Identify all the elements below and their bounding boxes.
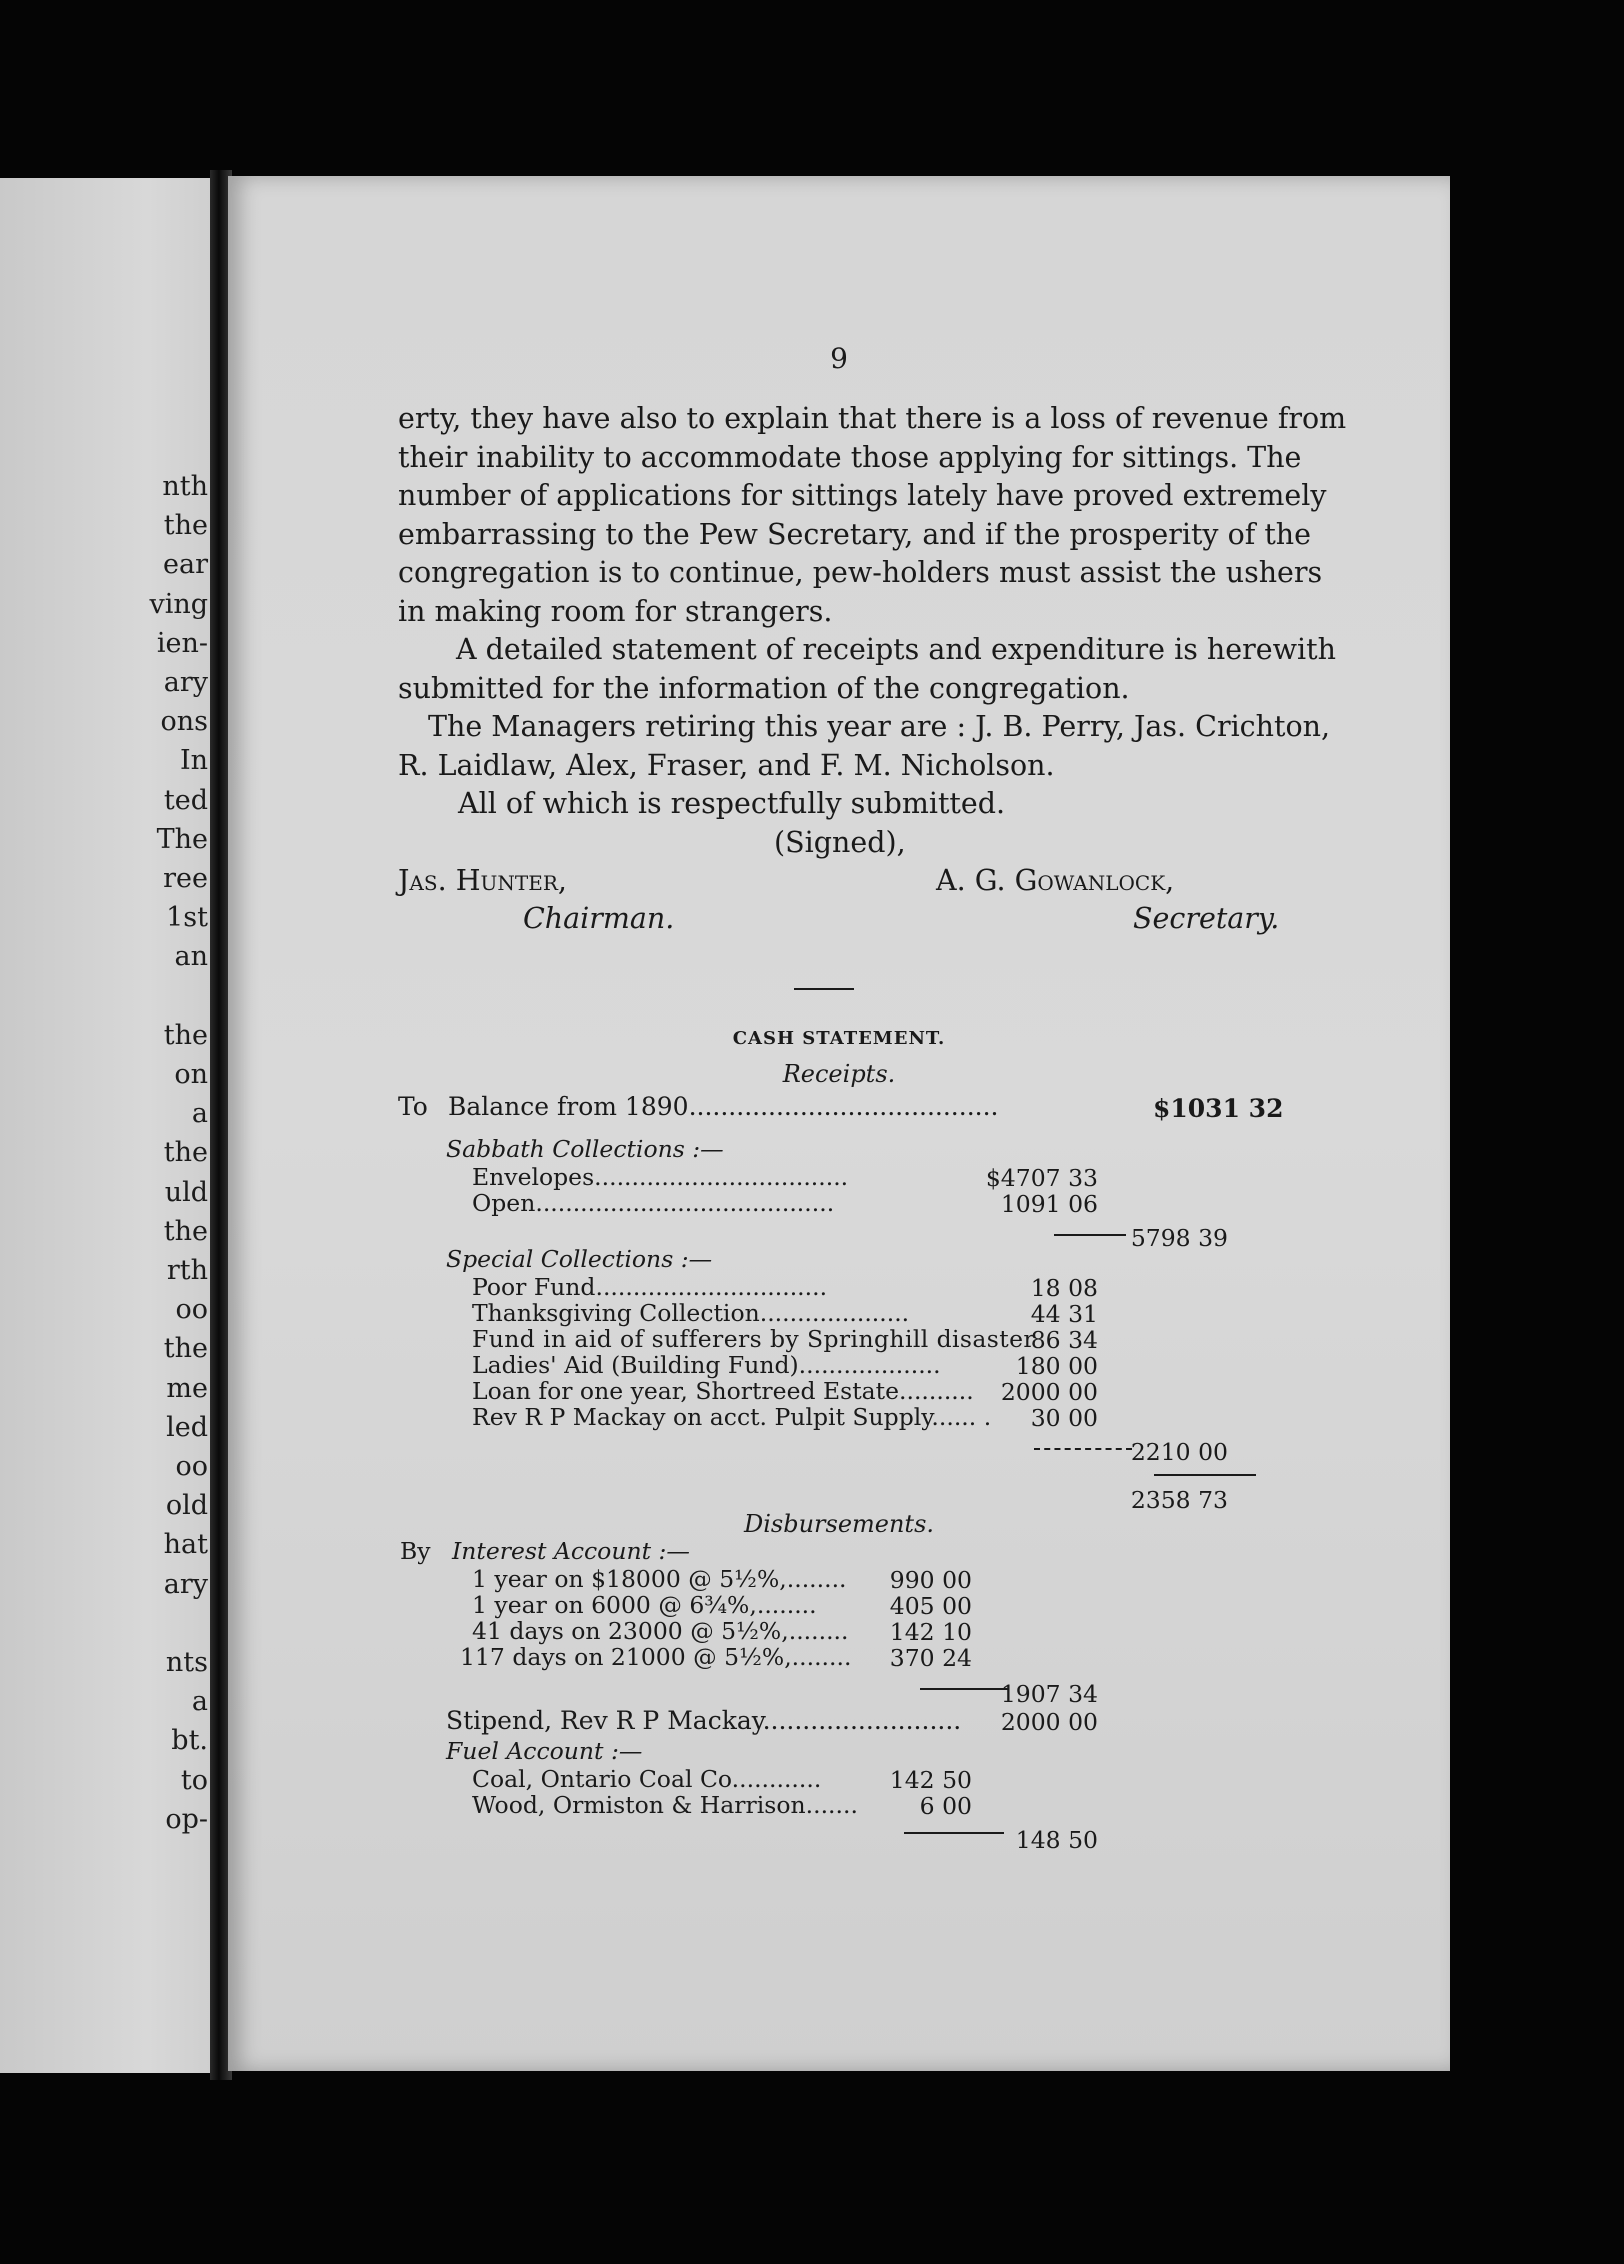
body-line: The Managers retiring this year are : J. B. Perry, Jas. Crichton, <box>428 710 1331 743</box>
total-rule <box>1154 1474 1256 1476</box>
to-label: To <box>398 1092 428 1121</box>
leader-dots: ...... . <box>931 1403 992 1431</box>
balance-text: Balance from 1890 <box>448 1092 689 1121</box>
row-amount: 142 50 <box>889 1766 972 1794</box>
ledger-row <box>472 1404 991 1430</box>
ledger-row <box>472 1190 834 1216</box>
ledger-row <box>472 1300 909 1326</box>
row-amount: 370 24 <box>889 1644 972 1672</box>
left-page-text-fragment: 1st <box>166 902 208 934</box>
special-total: 2210 00 <box>1130 1438 1228 1466</box>
subtotal-rule <box>920 1688 1008 1690</box>
adjacent-page-fragment <box>0 178 210 2073</box>
left-page-text-fragment: bt. <box>171 1725 208 1757</box>
left-page-text-fragment: the <box>163 510 208 542</box>
body-line: erty, they have also to explain that there is a loss of revenue from <box>398 402 1347 435</box>
subtotal-rule <box>1054 1234 1126 1236</box>
balance-total: $1031 32 <box>1153 1094 1284 1123</box>
interest-account-heading: Interest Account :— <box>452 1537 690 1565</box>
left-page-text-fragment: ving <box>149 588 208 620</box>
leader-dots: ........ <box>788 1617 849 1645</box>
ledger-row <box>472 1164 848 1190</box>
ledger-row <box>472 1378 974 1404</box>
leader-dots: ................... <box>798 1351 941 1379</box>
ledger-row <box>472 1618 848 1644</box>
ledger-row <box>472 1792 858 1818</box>
body-line: A detailed statement of receipts and expenditure is herewith <box>456 633 1336 666</box>
row-label: Coal, Ontario Coal Co <box>472 1765 732 1793</box>
paragraph-2 <box>398 631 1336 708</box>
chairman-title: Chairman. <box>523 902 675 935</box>
leader-dots: .................... <box>759 1299 910 1327</box>
left-page-text-fragment: The <box>156 823 208 855</box>
by-label: By <box>400 1537 431 1565</box>
ledger-row <box>472 1592 817 1618</box>
body-line: in making room for strangers. <box>398 594 833 628</box>
left-page-text-fragment: oo <box>175 1451 208 1482</box>
body-line: embarrassing to the Pew Secretary, and if the prosperity of the <box>398 517 1312 551</box>
row-amount: 2000 00 <box>1000 1378 1098 1406</box>
fuel-account-heading: Fuel Account :— <box>446 1737 643 1765</box>
row-amount: $4707 33 <box>985 1164 1098 1192</box>
left-page-text-fragment: an <box>174 941 208 973</box>
row-label: Thanksgiving Collection <box>472 1299 760 1327</box>
document-page <box>228 176 1450 2071</box>
row-label: Wood, Ormiston & Harrison <box>472 1791 806 1819</box>
leader-dots: ....... <box>805 1791 858 1819</box>
disbursements-heading: Disbursements. <box>743 1510 935 1538</box>
leader-dots: ........................................ <box>535 1189 835 1217</box>
left-page-text-fragment: the <box>163 1137 208 1169</box>
row-amount: 30 00 <box>1030 1404 1098 1432</box>
left-page-text-fragment: ary <box>163 667 208 698</box>
subtotal-rule <box>904 1832 1004 1834</box>
left-page-text-fragment: old <box>165 1490 208 1522</box>
left-page-text-fragment: led <box>166 1411 208 1443</box>
left-page-text-fragment: In <box>179 745 208 777</box>
left-page-text-fragment: nts <box>165 1647 208 1678</box>
row-amount: 405 00 <box>889 1592 972 1620</box>
sabbath-total: 5798 39 <box>1130 1224 1228 1252</box>
chairman-name: Jas. Hunter, <box>398 864 567 897</box>
leader-dots: ......................... <box>762 1706 962 1735</box>
body-line: congregation is to continue, pew-holders must assist the ushers <box>398 556 1323 589</box>
body-line: their inability to accommodate those applying for sittings. The <box>398 440 1302 474</box>
left-page-text-fragment: ear <box>163 549 208 581</box>
left-page-text-fragment: on <box>174 1059 208 1090</box>
body-line: All of which is respectfully submitted. <box>458 787 1006 820</box>
row-amount: 44 31 <box>1030 1300 1098 1328</box>
row-label: Loan for one year, Shortreed Estate <box>472 1377 900 1405</box>
leader-dots: .................................. <box>594 1163 849 1191</box>
left-page-text-fragment: ons <box>160 706 208 738</box>
leader-dots: ............ <box>731 1765 822 1793</box>
row-label: Stipend, Rev R P Mackay <box>446 1706 763 1735</box>
left-page-text-fragment: ted <box>163 784 208 816</box>
closing-line <box>458 785 1258 824</box>
row-label: Poor Fund <box>472 1273 596 1301</box>
row-label: 1 year on 6000 @ 6¾%, <box>472 1591 757 1619</box>
ledger-row <box>472 1566 847 1592</box>
receipts-heading: Receipts. <box>782 1060 896 1088</box>
row-label: 41 days on 23000 @ 5½%, <box>472 1617 789 1645</box>
section-divider <box>794 988 854 990</box>
ledger-row <box>446 1708 961 1734</box>
left-page-text-fragment: hat <box>163 1529 208 1561</box>
cash-statement-title: CASH STATEMENT. <box>732 1028 946 1049</box>
ledger-row <box>472 1352 941 1378</box>
row-amount: 142 10 <box>889 1618 972 1646</box>
left-page-text-fragment: the <box>163 1019 208 1051</box>
body-line: number of applications for sittings lately have proved extremely <box>398 479 1327 512</box>
row-label: Ladies' Aid (Building Fund) <box>472 1351 799 1379</box>
body-line: R. Laidlaw, Alex, Fraser, and F. M. Nicholson. <box>398 748 1055 782</box>
left-page-text-fragment: to <box>180 1764 208 1796</box>
balance-label <box>448 1094 999 1120</box>
receipts-total: 2358 73 <box>1130 1486 1228 1514</box>
row-label: Rev R P Mackay on acct. Pulpit Supply <box>472 1403 932 1431</box>
left-page-text-fragment: me <box>166 1372 208 1404</box>
paragraph-3 <box>398 708 1331 785</box>
row-amount: 18 08 <box>1030 1274 1098 1302</box>
left-page-text-fragment: ien- <box>156 627 208 659</box>
left-page-text-fragment: a <box>191 1098 208 1130</box>
stipend-amount: 2000 00 <box>1000 1708 1098 1736</box>
sabbath-collections-heading: Sabbath Collections :— <box>446 1135 724 1163</box>
leader-dots: ........ <box>786 1565 847 1593</box>
ledger-row <box>472 1274 827 1300</box>
row-amount: 990 00 <box>889 1566 972 1594</box>
leader-dots: ........ <box>756 1591 817 1619</box>
left-page-text-fragment: nth <box>162 471 208 502</box>
secretary-title: Secretary. <box>1133 902 1280 935</box>
page-number: 9 <box>830 342 848 375</box>
row-label: Envelopes <box>472 1163 595 1191</box>
left-page-text-fragment: the <box>163 1333 208 1365</box>
leader-dots: ........ <box>791 1643 852 1671</box>
signed-line: (Signed), <box>774 826 906 859</box>
special-collections-heading: Special Collections :— <box>446 1245 713 1273</box>
left-page-text-fragment: rth <box>166 1255 208 1286</box>
leader-dots: .......... <box>899 1377 974 1405</box>
secretary-name: A. G. Gowanlock, <box>936 864 1175 897</box>
left-page-text-fragment: ree <box>163 863 208 894</box>
leader-dots: ............................... <box>595 1273 828 1301</box>
left-page-text-fragment: oo <box>175 1294 208 1326</box>
row-amount: 6 00 <box>919 1792 972 1820</box>
row-label: 117 days on 21000 @ 5½%, <box>460 1643 792 1671</box>
row-label: 1 year on $18000 @ 5½%, <box>472 1565 787 1593</box>
row-amount: 86 34 <box>1030 1326 1098 1354</box>
row-amount: 1091 06 <box>1000 1190 1098 1218</box>
left-page-text-fragment: uld <box>164 1176 208 1208</box>
row-amount: 180 00 <box>1015 1352 1098 1380</box>
row-label: Fund in aid of sufferers by Springhill disaster <box>472 1325 1036 1353</box>
body-line: submitted for the information of the congregation. <box>398 671 1130 705</box>
subtotal-rule <box>1034 1448 1132 1450</box>
left-page-text-fragment: ary <box>163 1568 208 1600</box>
row-label: Open <box>472 1189 536 1217</box>
paragraph-1 <box>398 400 1347 631</box>
ledger-row <box>472 1326 1035 1352</box>
ledger-row <box>460 1644 851 1670</box>
ledger-row <box>472 1766 821 1792</box>
fuel-total: 148 50 <box>1015 1826 1098 1854</box>
left-page-text-fragment: a <box>191 1686 208 1718</box>
left-page-text-fragment: the <box>163 1215 208 1247</box>
interest-total: 1907 34 <box>1000 1680 1098 1708</box>
left-page-text-fragment: op- <box>165 1803 208 1835</box>
leader-dots: ....................................... <box>688 1092 999 1121</box>
